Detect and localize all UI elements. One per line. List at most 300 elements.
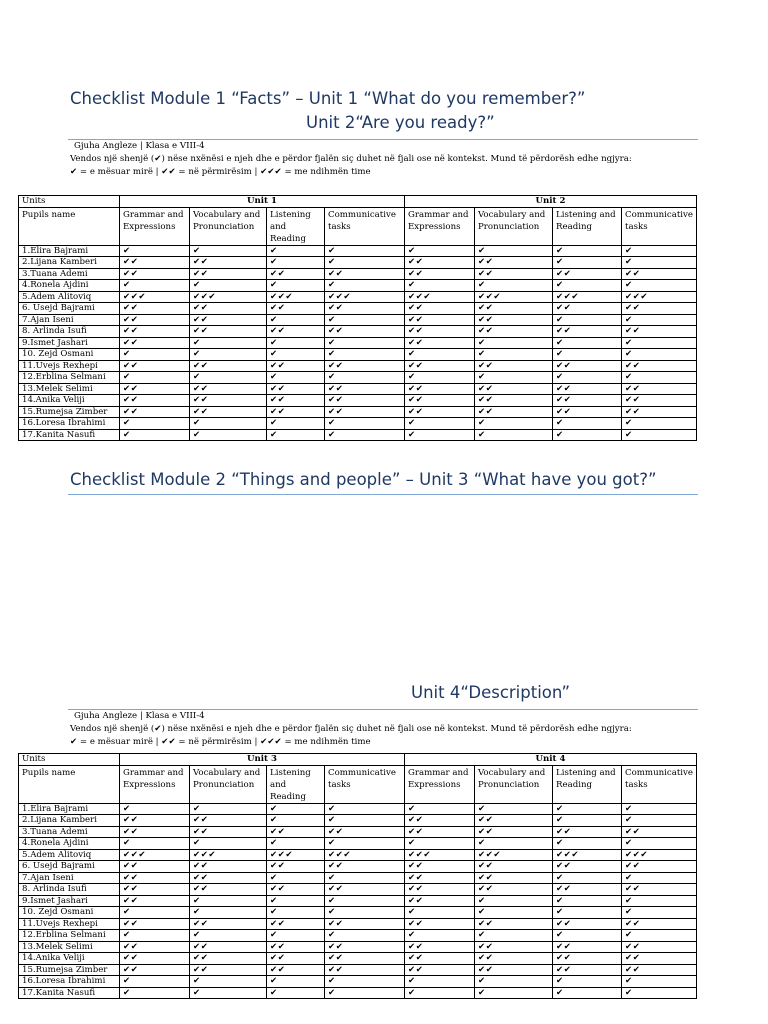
checkmark-cell: ✔✔ <box>405 861 475 873</box>
unit-2-header: Unit 2 <box>405 196 697 208</box>
checklist-info <box>70 710 632 749</box>
table-row <box>19 815 697 827</box>
checkmark-cell: ✔✔ <box>267 395 325 407</box>
checkmark-cell: ✔✔ <box>622 360 697 372</box>
checkmark-cell: ✔✔ <box>405 268 475 280</box>
checkmark-cell: ✔ <box>405 429 475 441</box>
pupil-name: 8. Arlinda Isufi <box>19 884 120 896</box>
checkmark-cell: ✔ <box>325 372 405 384</box>
checkmark-cell: ✔✔ <box>553 826 622 838</box>
checkmark-cell: ✔ <box>553 245 622 257</box>
pupil-name: 1.Elira Bajrami <box>19 245 120 257</box>
checkmark-cell: ✔✔ <box>267 884 325 896</box>
checkmark-cell: ✔ <box>325 314 405 326</box>
checkmark-cell: ✔✔ <box>267 941 325 953</box>
unit-1-header: Unit 1 <box>120 196 405 208</box>
column-header: Listening and Reading <box>267 207 325 245</box>
checkmark-cell: ✔ <box>267 803 325 815</box>
checkmark-cell: ✔ <box>622 314 697 326</box>
column-header: Listening and Reading <box>553 207 622 245</box>
checkmark-cell: ✔ <box>120 418 190 430</box>
checkmark-cell: ✔✔ <box>120 953 190 965</box>
checkmark-cell: ✔✔ <box>190 406 267 418</box>
checkmark-cell: ✔✔ <box>267 303 325 315</box>
checkmark-cell: ✔ <box>267 349 325 361</box>
pupil-name: 17.Kanita Nasufi <box>19 987 120 999</box>
checkmark-cell: ✔ <box>190 930 267 942</box>
checkmark-cell: ✔✔ <box>622 941 697 953</box>
checkmark-cell: ✔✔ <box>475 360 553 372</box>
checkmark-cell: ✔✔ <box>267 268 325 280</box>
checkmark-cell: ✔✔ <box>120 326 190 338</box>
checkmark-cell: ✔ <box>622 372 697 384</box>
table-row <box>19 861 697 873</box>
checkmark-cell: ✔✔✔ <box>475 291 553 303</box>
column-header: Communicative tasks <box>325 207 405 245</box>
checkmark-cell: ✔✔ <box>475 257 553 269</box>
checkmark-cell: ✔ <box>405 907 475 919</box>
pupil-name: 2.Lijana Kamberi <box>19 257 120 269</box>
table-row <box>19 941 697 953</box>
table-row <box>19 849 697 861</box>
checkmark-cell: ✔✔ <box>190 395 267 407</box>
checkmark-cell: ✔✔✔ <box>622 849 697 861</box>
checkmark-cell: ✔✔ <box>553 918 622 930</box>
checkmark-cell: ✔ <box>475 930 553 942</box>
pupil-name: 4.Ronela Ajdini <box>19 280 120 292</box>
checkmark-cell: ✔ <box>553 907 622 919</box>
table-row <box>19 280 697 292</box>
checkmark-cell: ✔ <box>475 337 553 349</box>
checkmark-cell: ✔✔ <box>120 314 190 326</box>
checkmark-cell: ✔✔✔ <box>267 291 325 303</box>
checkmark-cell: ✔✔ <box>553 406 622 418</box>
checkmark-cell: ✔✔ <box>325 941 405 953</box>
checkmark-cell: ✔✔✔ <box>120 291 190 303</box>
checkmark-cell: ✔✔ <box>190 884 267 896</box>
table-row <box>19 976 697 988</box>
column-header: Listening and Reading <box>267 765 325 803</box>
checkmark-cell: ✔ <box>325 280 405 292</box>
checkmark-cell: ✔✔ <box>325 395 405 407</box>
checkmark-cell: ✔✔ <box>405 884 475 896</box>
checkmark-cell: ✔ <box>325 907 405 919</box>
checkmark-cell: ✔✔ <box>475 326 553 338</box>
checkmark-cell: ✔ <box>405 930 475 942</box>
checkmark-cell: ✔ <box>622 429 697 441</box>
checkmark-cell: ✔✔ <box>190 964 267 976</box>
checkmark-cell: ✔ <box>622 245 697 257</box>
checkmark-cell: ✔✔ <box>190 268 267 280</box>
checkmark-cell: ✔✔ <box>120 918 190 930</box>
pupil-name: 3.Tuana Ademi <box>19 268 120 280</box>
checkmark-cell: ✔ <box>475 418 553 430</box>
checkmark-cell: ✔✔ <box>267 964 325 976</box>
checkmark-cell: ✔ <box>325 257 405 269</box>
checkmark-cell: ✔ <box>267 245 325 257</box>
checkmark-cell: ✔ <box>120 372 190 384</box>
pupil-name: 17.Kanita Nasufi <box>19 429 120 441</box>
checkmark-cell: ✔ <box>325 337 405 349</box>
checkmark-cell: ✔✔✔ <box>190 849 267 861</box>
table-row <box>19 953 697 965</box>
checkmark-cell: ✔✔ <box>405 826 475 838</box>
checkmark-cell: ✔✔ <box>405 360 475 372</box>
table-row <box>19 383 697 395</box>
table-row <box>19 930 697 942</box>
checkmark-cell: ✔ <box>553 895 622 907</box>
checkmark-cell: ✔✔ <box>475 406 553 418</box>
checkmark-cell: ✔ <box>120 349 190 361</box>
checkmark-cell: ✔ <box>190 429 267 441</box>
checkmark-cell: ✔ <box>553 280 622 292</box>
units-label: Units <box>19 754 120 766</box>
pupil-name: 8. Arlinda Isufi <box>19 326 120 338</box>
checkmark-cell: ✔✔ <box>405 872 475 884</box>
checkmark-cell: ✔✔ <box>553 383 622 395</box>
checkmark-cell: ✔ <box>120 803 190 815</box>
column-header: Listening and Reading <box>553 765 622 803</box>
checkmark-cell: ✔ <box>325 838 405 850</box>
checkmark-cell: ✔ <box>553 803 622 815</box>
checkmark-cell: ✔✔ <box>120 815 190 827</box>
checkmark-cell: ✔✔ <box>120 360 190 372</box>
checkmark-cell: ✔✔ <box>120 337 190 349</box>
checkmark-cell: ✔✔ <box>475 815 553 827</box>
checkmark-cell: ✔ <box>120 838 190 850</box>
checkmark-cell: ✔✔✔ <box>190 291 267 303</box>
checkmark-cell: ✔ <box>190 337 267 349</box>
checkmark-cell: ✔ <box>325 349 405 361</box>
checkmark-cell: ✔✔ <box>475 884 553 896</box>
checkmark-cell: ✔ <box>405 803 475 815</box>
checkmark-cell: ✔ <box>553 930 622 942</box>
checkmark-cell: ✔✔ <box>325 326 405 338</box>
checkmark-cell: ✔✔✔ <box>553 291 622 303</box>
unit-3-header: Unit 3 <box>120 754 405 766</box>
checkmark-cell: ✔✔ <box>622 884 697 896</box>
pupil-name: 12.Erblina Selmani <box>19 372 120 384</box>
checkmark-cell: ✔ <box>622 872 697 884</box>
checklist-info <box>70 140 632 179</box>
checkmark-cell: ✔ <box>267 930 325 942</box>
checkmark-cell: ✔ <box>325 930 405 942</box>
table-row <box>19 245 697 257</box>
checkmark-cell: ✔ <box>622 930 697 942</box>
checkmark-cell: ✔ <box>120 907 190 919</box>
checkmark-cell: ✔✔ <box>267 326 325 338</box>
checkmark-cell: ✔✔ <box>475 268 553 280</box>
checkmark-cell: ✔✔ <box>405 895 475 907</box>
checkmark-cell: ✔✔ <box>120 964 190 976</box>
pupil-name: 10. Zejd Osmani <box>19 349 120 361</box>
checkmark-cell: ✔✔ <box>120 383 190 395</box>
checkmark-cell: ✔ <box>553 418 622 430</box>
table-row <box>19 418 697 430</box>
checkmark-cell: ✔ <box>405 349 475 361</box>
checkmark-cell: ✔✔ <box>190 918 267 930</box>
checkmark-cell: ✔✔ <box>622 268 697 280</box>
checkmark-cell: ✔ <box>622 349 697 361</box>
checkmark-cell: ✔✔ <box>553 360 622 372</box>
checkmark-cell: ✔ <box>553 314 622 326</box>
checkmark-cell: ✔ <box>553 372 622 384</box>
checkmark-cell: ✔✔ <box>190 872 267 884</box>
units-label: Units <box>19 196 120 208</box>
checkmark-cell: ✔ <box>190 987 267 999</box>
checkmark-cell: ✔✔✔ <box>405 291 475 303</box>
checkmark-cell: ✔✔ <box>553 326 622 338</box>
checkmark-cell: ✔ <box>190 803 267 815</box>
pupil-name: 16.Loresa Ibrahimi <box>19 418 120 430</box>
checkmark-cell: ✔✔✔ <box>405 849 475 861</box>
checkmark-cell: ✔✔ <box>553 884 622 896</box>
checkmark-cell: ✔✔ <box>267 360 325 372</box>
checkmark-cell: ✔ <box>553 429 622 441</box>
checkmark-cell: ✔✔ <box>267 383 325 395</box>
checkmark-cell: ✔ <box>475 349 553 361</box>
table-row <box>19 907 697 919</box>
checkmark-cell: ✔ <box>267 907 325 919</box>
checkmark-cell: ✔✔ <box>553 964 622 976</box>
checkmark-cell: ✔ <box>622 257 697 269</box>
checkmark-cell: ✔✔ <box>120 884 190 896</box>
checkmark-cell: ✔✔ <box>405 815 475 827</box>
checkmark-cell: ✔✔ <box>120 268 190 280</box>
checkmark-cell: ✔✔ <box>267 953 325 965</box>
checkmark-cell: ✔ <box>475 987 553 999</box>
checkmark-cell: ✔ <box>475 280 553 292</box>
checkmark-cell: ✔ <box>267 838 325 850</box>
checkmark-cell: ✔ <box>267 872 325 884</box>
checkmark-cell: ✔✔ <box>553 268 622 280</box>
checkmark-cell: ✔ <box>190 976 267 988</box>
checkmark-cell: ✔✔ <box>267 861 325 873</box>
pupil-name: 6. Usejd Bajrami <box>19 303 120 315</box>
checkmark-cell: ✔✔ <box>475 826 553 838</box>
checkmark-cell: ✔ <box>553 337 622 349</box>
heading-rule <box>68 494 698 495</box>
checkmark-cell: ✔✔ <box>325 406 405 418</box>
checkmark-cell: ✔ <box>622 976 697 988</box>
column-header: Communicative tasks <box>622 207 697 245</box>
checkmark-cell: ✔ <box>405 280 475 292</box>
checkmark-cell: ✔✔✔ <box>120 849 190 861</box>
checkmark-cell: ✔ <box>267 337 325 349</box>
checkmark-cell: ✔✔ <box>325 360 405 372</box>
checkmark-cell: ✔ <box>622 803 697 815</box>
checkmark-cell: ✔ <box>267 257 325 269</box>
checkmark-cell: ✔✔ <box>622 395 697 407</box>
checkmark-cell: ✔ <box>190 895 267 907</box>
checkmark-cell: ✔ <box>553 987 622 999</box>
checkmark-cell: ✔✔✔ <box>325 291 405 303</box>
checkmark-cell: ✔✔ <box>622 383 697 395</box>
checkmark-cell: ✔ <box>120 280 190 292</box>
pupil-name: 10. Zejd Osmani <box>19 907 120 919</box>
checkmark-cell: ✔ <box>120 930 190 942</box>
unit-4-header: Unit 4 <box>405 754 697 766</box>
checkmark-cell: ✔✔ <box>475 918 553 930</box>
subject-line: Gjuha Angleze | Klasa e VIII-4 <box>74 141 205 151</box>
checkmark-cell: ✔✔ <box>553 953 622 965</box>
table-row <box>19 337 697 349</box>
checkmark-cell: ✔✔ <box>475 383 553 395</box>
checkmark-cell: ✔✔ <box>325 964 405 976</box>
checkmark-cell: ✔ <box>553 872 622 884</box>
pupil-name: 2.Lijana Kamberi <box>19 815 120 827</box>
checkmark-cell: ✔✔ <box>405 303 475 315</box>
column-header: Vocabulary and Pronunciation <box>475 207 553 245</box>
checkmark-cell: ✔✔ <box>190 383 267 395</box>
checkmark-cell: ✔ <box>622 337 697 349</box>
checkmark-cell: ✔✔ <box>190 941 267 953</box>
checkmark-cell: ✔ <box>553 349 622 361</box>
column-header: Grammar and Expressions <box>405 207 475 245</box>
checkmark-cell: ✔ <box>475 895 553 907</box>
checkmark-cell: ✔✔ <box>475 872 553 884</box>
checkmark-cell: ✔✔ <box>475 964 553 976</box>
checkmark-cell: ✔ <box>267 987 325 999</box>
checkmark-cell: ✔✔ <box>120 406 190 418</box>
checkmark-cell: ✔ <box>475 838 553 850</box>
checkmark-cell: ✔✔ <box>622 326 697 338</box>
checkmark-cell: ✔ <box>267 429 325 441</box>
checkmark-cell: ✔ <box>120 429 190 441</box>
checkmark-cell: ✔✔ <box>267 918 325 930</box>
checklist-table-1 <box>18 195 697 441</box>
checkmark-cell: ✔✔✔ <box>553 849 622 861</box>
checkmark-cell: ✔ <box>622 280 697 292</box>
checkmark-cell: ✔✔ <box>190 360 267 372</box>
pupil-name: 14.Anika Veliji <box>19 953 120 965</box>
pupil-name: 15.Rumejsa Zimber <box>19 964 120 976</box>
table-row <box>19 314 697 326</box>
checkmark-cell: ✔ <box>553 257 622 269</box>
checkmark-cell: ✔ <box>405 987 475 999</box>
checkmark-cell: ✔✔ <box>325 383 405 395</box>
checkmark-cell: ✔ <box>405 418 475 430</box>
checkmark-cell: ✔ <box>267 280 325 292</box>
checkmark-cell: ✔ <box>190 838 267 850</box>
checkmark-cell: ✔ <box>120 987 190 999</box>
pupil-name: 11.Uvejs Rexhepi <box>19 360 120 372</box>
legend-line: ✔ = e mësuar mirë | ✔✔ = në përmirësim | ✔✔✔ = me ndihmën time <box>70 167 371 177</box>
checkmark-cell: ✔✔ <box>405 953 475 965</box>
checkmark-cell: ✔ <box>405 976 475 988</box>
table-row <box>19 268 697 280</box>
checkmark-cell: ✔ <box>325 815 405 827</box>
checkmark-cell: ✔✔ <box>190 953 267 965</box>
checkmark-cell: ✔✔ <box>120 872 190 884</box>
checkmark-cell: ✔ <box>325 872 405 884</box>
pupil-name: 15.Rumejsa Zimber <box>19 406 120 418</box>
checkmark-cell: ✔ <box>190 907 267 919</box>
checkmark-cell: ✔✔ <box>622 826 697 838</box>
checkmark-cell: ✔ <box>622 838 697 850</box>
pupil-name: 14.Anika Veliji <box>19 395 120 407</box>
legend-line: ✔ = e mësuar mirë | ✔✔ = në përmirësim | ✔✔✔ = me ndihmën time <box>70 737 371 747</box>
checkmark-cell: ✔✔ <box>405 964 475 976</box>
checkmark-cell: ✔✔ <box>190 861 267 873</box>
checkmark-cell: ✔✔ <box>553 303 622 315</box>
table-row <box>19 918 697 930</box>
pupil-name: 7.Ajan Iseni <box>19 314 120 326</box>
checkmark-cell: ✔ <box>325 245 405 257</box>
checkmark-cell: ✔ <box>405 372 475 384</box>
checkmark-cell: ✔ <box>475 372 553 384</box>
checkmark-cell: ✔✔ <box>325 303 405 315</box>
pupil-name: 1.Elira Bajrami <box>19 803 120 815</box>
pupil-name: 6. Usejd Bajrami <box>19 861 120 873</box>
checkmark-cell: ✔ <box>190 372 267 384</box>
subject-line: Gjuha Angleze | Klasa e VIII-4 <box>74 711 205 721</box>
checkmark-cell: ✔✔ <box>405 941 475 953</box>
table-row <box>19 803 697 815</box>
checkmark-cell: ✔✔ <box>267 826 325 838</box>
column-header: Grammar and Expressions <box>120 765 190 803</box>
checkmark-cell: ✔✔ <box>190 257 267 269</box>
instructions-line: Vendos një shenjë (✔) nëse nxënësi e njeh dhe e përdor fjalën siç duhet në fjali ose në kontekst. Mund të përdorësh edhe ngjyra: <box>70 724 632 734</box>
table-row <box>19 349 697 361</box>
checkmark-cell: ✔✔ <box>120 303 190 315</box>
table-row <box>19 372 697 384</box>
checkmark-cell: ✔✔ <box>622 964 697 976</box>
checkmark-cell: ✔ <box>267 372 325 384</box>
table-row <box>19 303 697 315</box>
checkmark-cell: ✔✔ <box>622 303 697 315</box>
column-header: Grammar and Expressions <box>405 765 475 803</box>
checkmark-cell: ✔✔ <box>325 861 405 873</box>
checkmark-cell: ✔✔ <box>120 895 190 907</box>
checkmark-cell: ✔ <box>475 976 553 988</box>
checkmark-cell: ✔✔ <box>325 953 405 965</box>
checkmark-cell: ✔ <box>622 815 697 827</box>
checkmark-cell: ✔✔ <box>553 861 622 873</box>
checkmark-cell: ✔ <box>553 815 622 827</box>
checkmark-cell: ✔✔✔ <box>475 849 553 861</box>
checkmark-cell: ✔ <box>475 803 553 815</box>
unit-2-heading: Unit 2“Are you ready?” <box>306 113 495 132</box>
checkmark-cell: ✔✔ <box>405 257 475 269</box>
checkmark-cell: ✔✔ <box>120 826 190 838</box>
checkmark-cell: ✔✔ <box>405 918 475 930</box>
checkmark-cell: ✔✔ <box>405 383 475 395</box>
checkmark-cell: ✔ <box>325 418 405 430</box>
checkmark-cell: ✔✔ <box>190 303 267 315</box>
checkmark-cell: ✔ <box>120 976 190 988</box>
table-row <box>19 987 697 999</box>
checkmark-cell: ✔✔✔ <box>622 291 697 303</box>
checkmark-cell: ✔✔ <box>475 953 553 965</box>
checkmark-cell: ✔ <box>622 987 697 999</box>
checkmark-cell: ✔✔ <box>405 406 475 418</box>
column-header: Grammar and Expressions <box>120 207 190 245</box>
checkmark-cell: ✔✔ <box>120 941 190 953</box>
checkmark-cell: ✔✔ <box>622 406 697 418</box>
checkmark-cell: ✔✔ <box>622 918 697 930</box>
checkmark-cell: ✔✔ <box>120 861 190 873</box>
checkmark-cell: ✔ <box>267 895 325 907</box>
table-row <box>19 326 697 338</box>
pupils-name-header: Pupils name <box>19 765 120 803</box>
checkmark-cell: ✔✔ <box>405 395 475 407</box>
checkmark-cell: ✔ <box>475 907 553 919</box>
checkmark-cell: ✔ <box>190 245 267 257</box>
checkmark-cell: ✔ <box>622 907 697 919</box>
checkmark-cell: ✔ <box>325 976 405 988</box>
table-row <box>19 872 697 884</box>
